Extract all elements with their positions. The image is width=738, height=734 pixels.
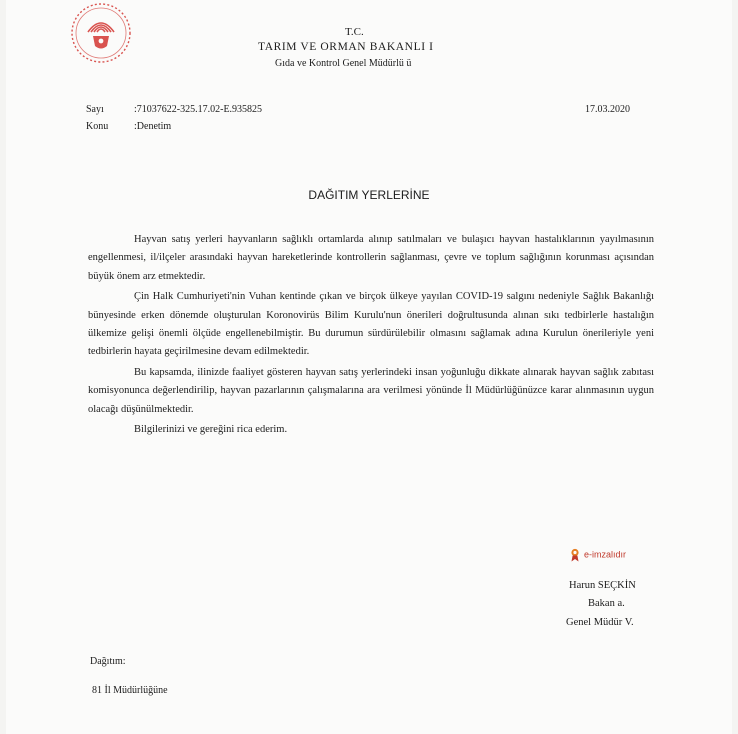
paragraph-3: Bu kapsamda, ilinizde faaliyet gösteren hayvan satış yerlerindeki insan yoğunluğu dikkate alınarak hayvan sağlık zabıtası komisyonunca değerlendirilip, hayvan pazarlarının çalışmalarına ara verilmesi yönünde İl Müdürlüğünüzce karar alınmasının uygun olacağı düşünülmektedir. [88,366,654,415]
ministry-logo-icon [70,2,132,64]
distribution-item: 81 İl Müdürlüğüne [92,685,168,696]
sayi-value: :71037622-325.17.02-E.935825 [134,104,263,115]
esign-badge [570,548,626,562]
header-tc: T.C. [345,26,364,38]
document-date: 17.03.2020 [585,104,630,115]
konu-label: Konu [86,121,109,132]
esign-label: e-imzalıdır [584,549,627,560]
konu-value: :Denetim [134,121,172,132]
paragraph-4: Bilgilerinizi ve gereğini rica ederim. [134,424,288,436]
paragraph-2: Çin Halk Cumhuriyeti'nin Vuhan kentinde çıkan ve birçok ülkeye yayılan COVID-19 salgını nedeniyle Sağlık Bakanlığı bünyesinde erken dönemde oluşturulan Koronovirüs Bilim Kurulu'nun önerileri doğrultusunda alınan sıkı tedbirlerle hastalığın ülkemize gelişi önemli ölçüde engellenebilmiştir. Bu durumun sürdürülebilir olmasını sağlamak adına Kurulun önerileriyle yeni tedbirlerin hayata geçirilmesine devam edilmektedir. [88,291,654,358]
recipient-title: DAĞITIM YERLERİNE [308,188,430,202]
distribution-label: Dağıtım: [90,656,126,667]
signer-title-2: Genel Müdür V. [566,617,634,628]
sayi-label: Sayı [86,104,104,115]
letter-body [88,231,654,441]
header-ministry: TARIM VE ORMAN BAKANLI I [258,41,434,53]
paragraph-1: Hayvan satış yerleri hayvanların sağlıklı ortamlarda alınıp satılmaları ve bulaşıcı hayvan hastalıklarının yayılmasının engellenmesi, il/ilçeler arasındaki hayvan hareketlerinde kontrollerin sağlanması, çevre ve toplum sağlığının korunması açısından büyük önem arz etmektedir. [88,234,654,282]
signer-name: Harun SEÇKİN [569,580,636,591]
signer-title-1: Bakan a. [588,598,625,609]
header-directorate: Gıda ve Kontrol Genel Müdürlü ü [275,58,412,69]
ribbon-icon [570,548,580,562]
